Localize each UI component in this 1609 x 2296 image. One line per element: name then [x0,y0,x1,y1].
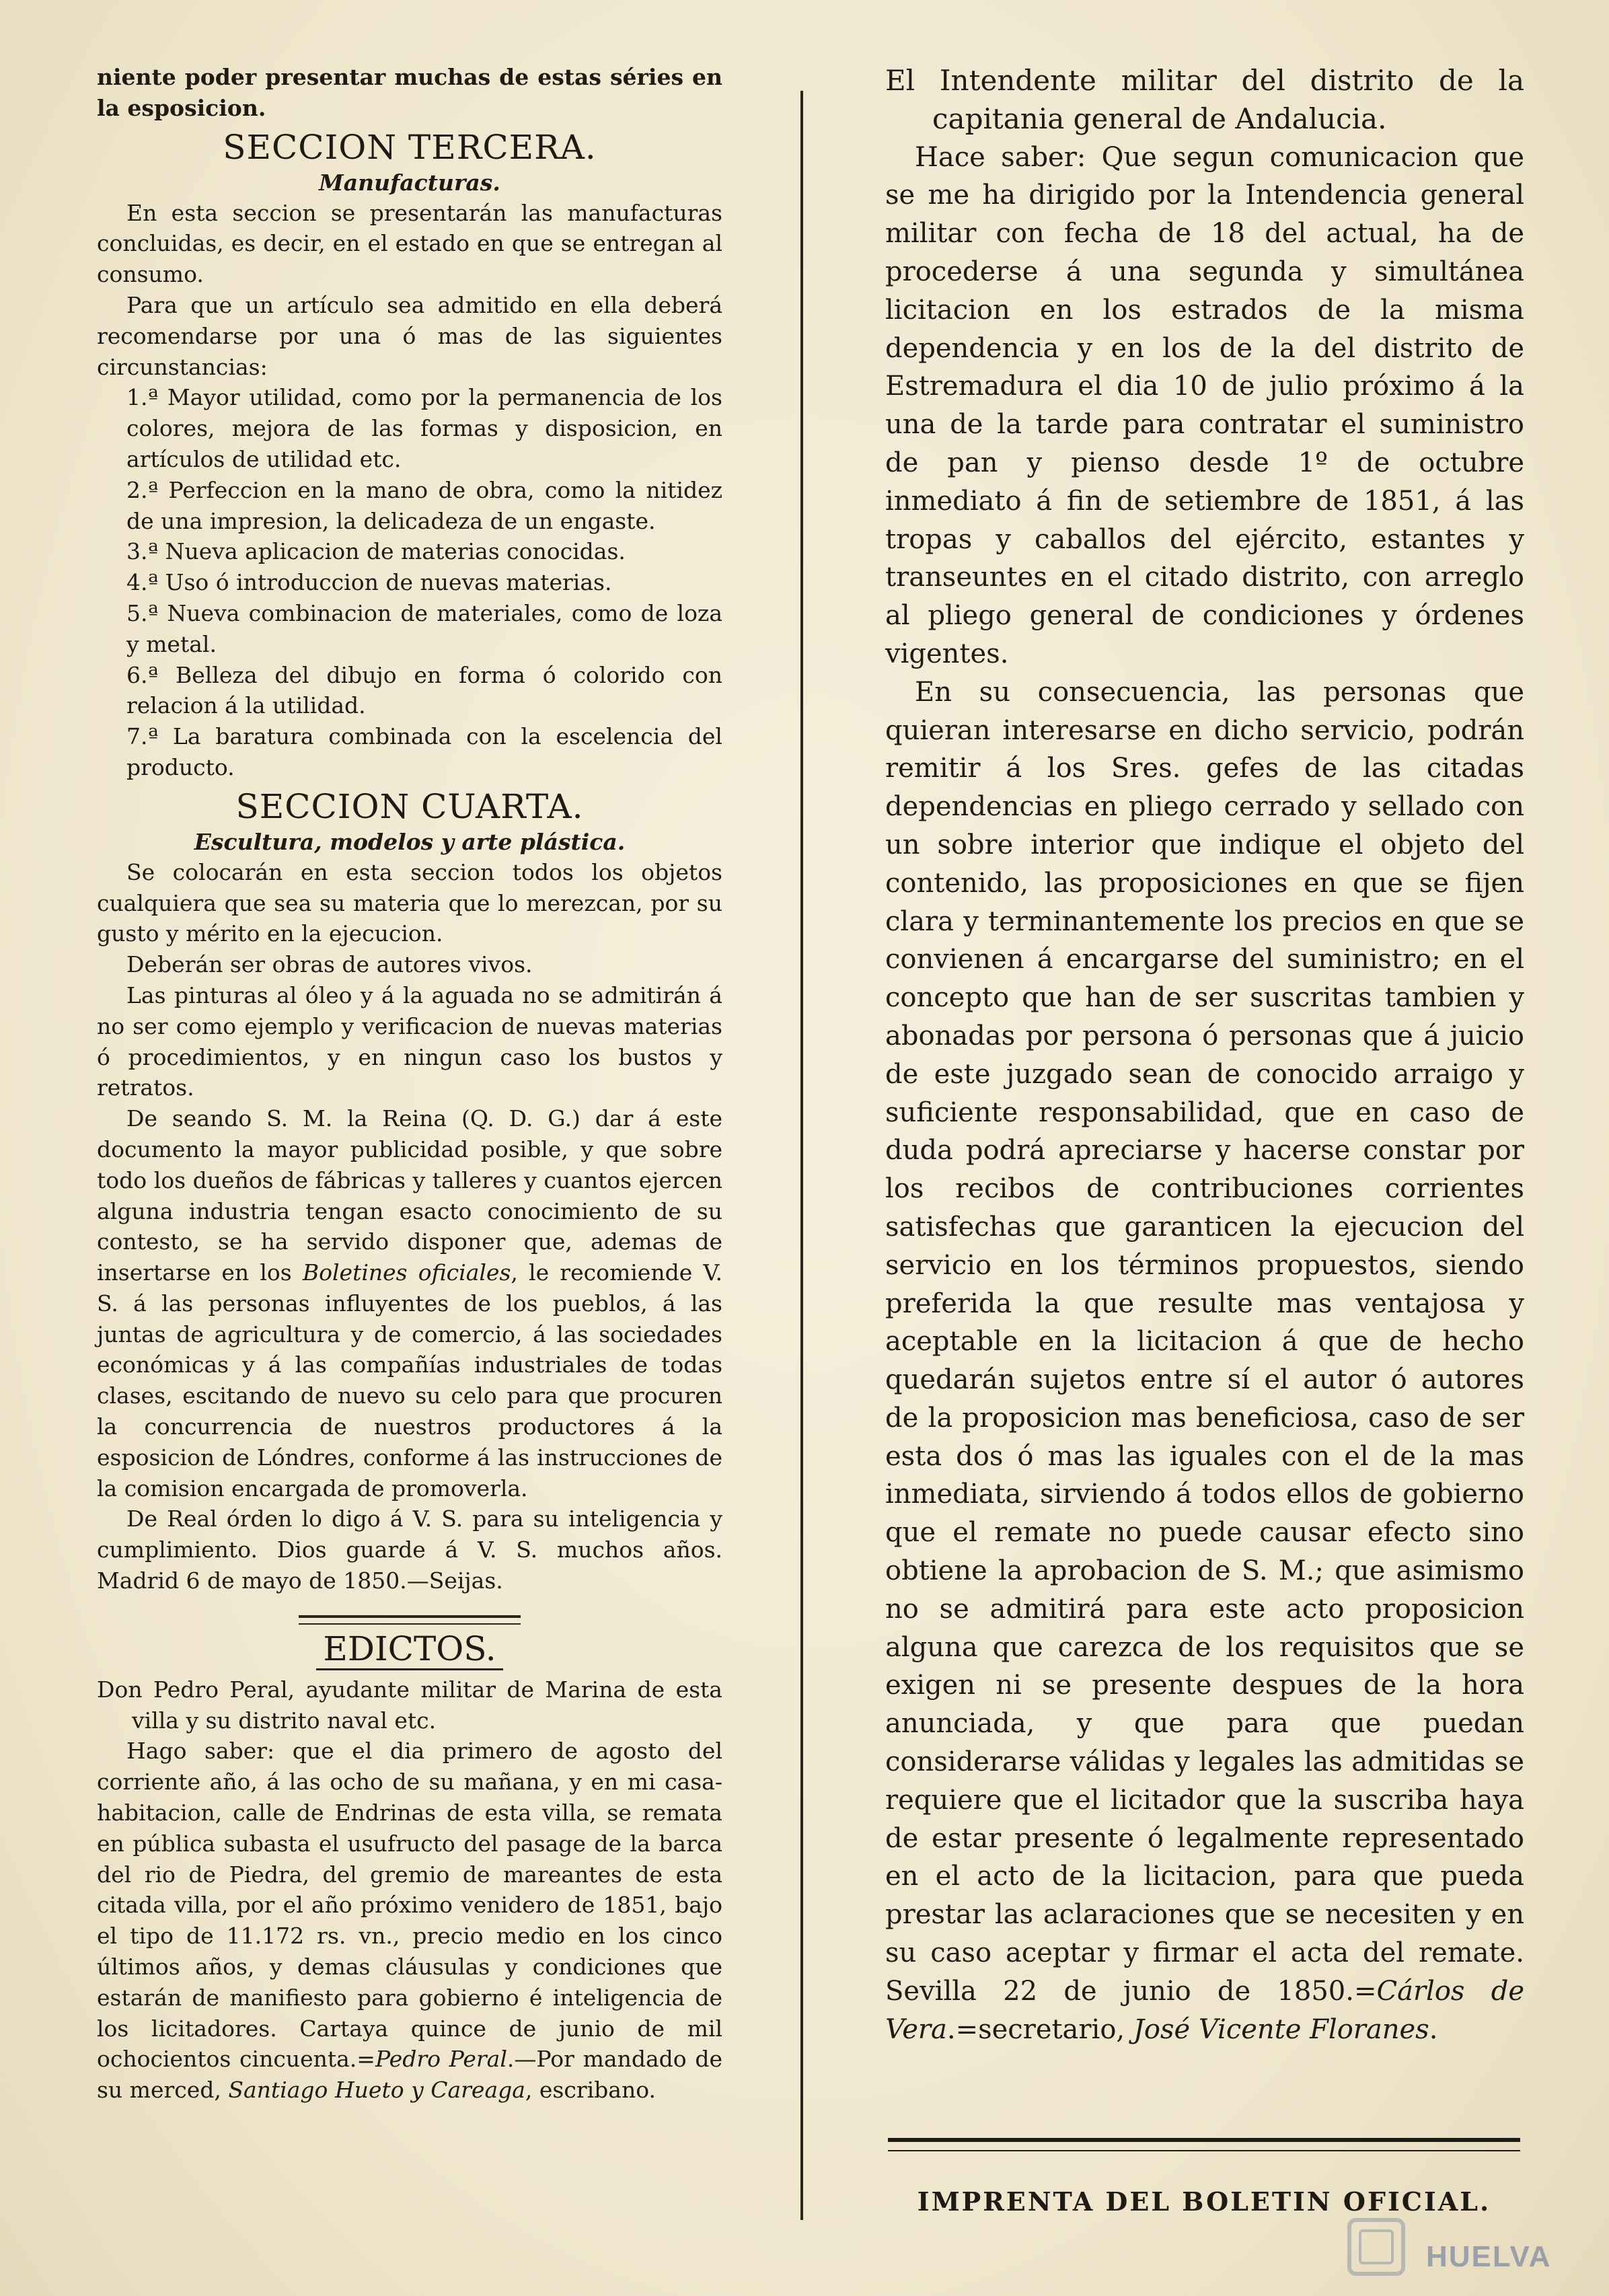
edicto-body [97,1736,722,2106]
section-divider [299,1615,521,1625]
paragraph [97,1103,722,1504]
text-run: Hago saber: que el dia primero de agosto del corriente año, á las ocho de su mañana, y en mi casa-habitacion, calle de Endrinas de esta villa, se remata en pública subasta el usufructo del pasage de la barca del rio de Piedra, del gremio de mareantes de esta citada villa, por el año próximo venidero de 1851, bajo el tipo de 11.172 rs. vn., precio medio en los cinco últimos años, y demas cláusulas y condiciones que estarán de manifiesto para gobierno é inteligencia de los licitadores. Cartaya quince de junio de mil ochocientos cincuenta.= [97,1738,722,2073]
text-run: .=secretario, [946,2013,1133,2045]
edicto-heading: Don Pedro Peral, ayudante militar de Marina de esta villa y su distrito naval etc. [97,1676,722,1734]
watermark-text: HUELVA [1426,2240,1552,2273]
signature: José Vicente Floranes [1133,2013,1429,2045]
seccion-tercera-title: SECCION TERCERA. [223,127,597,167]
column-divider [800,91,803,2220]
text-run: , escribano. [525,2077,657,2104]
paragraph: En esta seccion se presentarán las manufacturas concluidas, es decir, en el estado en que se entregan al consumo. [97,199,722,288]
right-column [885,62,1524,2048]
text-run: En su consecuencia, las personas que quieran interesarse en dicho servicio, podrán remitir á los Sres. gefes de las citadas dependencias en pliego cerrado y sellado con un sobre interior que indique el objeto del contenido, las proposiciones en que se fijen clara y terminantemente los precios en que se convienen á encargarse del suministro; en el concepto que han de ser suscritas tambien y abonadas por persona ó personas que á juicio de este juzgado sean de conocido arraigo y suficiente responsabilidad, que en caso de duda podrá apreciarse y hacerse constar por los recibos de contribuciones corrientes satisfechas que garanticen la ejecucion del servicio en los términos propuestos, siendo preferida la que resulte mas ventajosa y aceptable en la licitacion á que de hecho quedarán sujetos entre sí el autor ó autores de la proposicion mas beneficiosa, caso de ser esta dos ó mas las iguales con el de la mas inmediata, sirviendo á todos ellos de gobierno que el remate no puede causar efecto sino obtiene la aprobacion de S. M.; que asimismo no se admitirá para este acto proposicion alguna que carezca de los requisitos que se exigen ni se presente despues de la hora anunciada, y que para que puedan considerarse válidas y legales las admitidas se requiere que el licitador que la suscriba haya de estar presente ó legalmente representado en el acto de la licitacion, para que pueda prestar las aclaraciones que se necesiten y en su caso aceptar y firmar el acta del remate. Sevilla 22 de junio de 1850.= [885,676,1524,2007]
imprenta-footer: IMPRENTA DEL BOLETIN OFICIAL. [917,2186,1491,2217]
paragraph: Las pinturas al óleo y á la aguada no se admitirán á no ser como ejemplo y verificacion de nuevas materias ó procedimientos, y en ningun caso los bustos y retratos. [97,982,722,1101]
paragraph [885,673,1524,2049]
edictos-title [97,1629,722,1669]
text-run: .—Por mandado de su merced, [97,2046,722,2104]
right-heading: El Intendente militar del distrito de la capitania general de Andalucia. [885,64,1524,135]
paragraph: Se colocarán en esta seccion todos los objetos cualquiera que sea su materia que lo merezcan, por su gusto y mérito en la ejecucion. [97,858,722,947]
list-item: 3.ª Nueva aplicacion de materias conocidas. [126,538,626,565]
paragraph: Para que un artículo sea admitido en ella deberá recomendarse por una ó mas de las siguientes circunstancias: [97,291,722,380]
list-item: 7.ª La baratura combinada con la escelencia del producto. [126,723,722,780]
paragraph: Deberán ser obras de autores vivos. [126,951,533,978]
edictos-title-text: EDICTOS. [316,1629,502,1670]
list-item: 2.ª Perfeccion en la mano de obra, como la nitidez de una impresion, la delicadeza de un engaste. [126,476,722,534]
footer-rule [888,2138,1520,2151]
intro-text: niente poder presentar muchas de estas séries en la esposicion. [97,64,722,121]
left-column [97,62,722,2106]
seccion-cuarta-subtitle: Escultura, modelos y arte plástica. [194,828,626,855]
list-item: 1.ª Mayor utilidad, como por la permanencia de los colores, mejora de las formas y disposicion, en artículos de utilidad etc. [126,384,722,472]
signature: Santiago Hueto y Careaga [228,2077,525,2104]
seccion-tercera-subtitle: Manufacturas. [319,169,500,196]
signature: Cárlos de Vera [885,1975,1524,2045]
signature: Pedro Peral [375,2046,507,2073]
paragraph: Hace saber: Que segun comunicacion que se me ha dirigido por la Intendencia general militar con fecha de 18 del actual, ha de procederse á una segunda y simultánea licitacion en los estrados de la misma dependencia y en los de la del distrito de Estremadura el dia 10 de julio próximo á la una de la tarde para contratar el suministro de pan y pienso desde 1º de octubre inmediato á fin de setiembre de 1851, á las tropas y caballos del ejército, estantes y transeuntes en el citado distrito, con arreglo al pliego general de condiciones y órdenes vigentes. [885,141,1524,669]
text-run: . [1429,2013,1438,2045]
seccion-cuarta-title: SECCION CUARTA. [235,786,584,826]
text-run: De seando S. M. la Reina (Q. D. G.) dar á este documento la mayor publicidad posible, y que sobre todo los dueños de fábricas y talleres y cuantos ejercen alguna industria tengan esacto conocimiento de su contesto, se ha servido disponer que, ademas de insertarse en los [97,1105,722,1286]
list-item: 4.ª Uso ó introduccion de nuevas materias. [126,569,612,596]
list-item: 6.ª Belleza del dibujo en forma ó colorido con relacion á la utilidad. [126,661,722,719]
paragraph: De Real órden lo digo á V. S. para su inteligencia y cumplimiento. Dios guarde á V. S. muchos años. Madrid 6 de mayo de 1850.—Seijas. [97,1506,722,1594]
list-item: 5.ª Nueva combinacion de materiales, como de loza y metal. [126,599,722,657]
text-run-italic: Boletines oficiales [302,1259,511,1286]
text-run: , le recomiende V. S. á las personas influyentes de los pueblos, á las juntas de agricultura y de comercio, á las sociedades económicas y á las compañías industriales de todas clases, escitando de nuevo su celo para que procuren la concurrencia de nuestros productores á la esposicion de Lóndres, conforme á las instrucciones de la comision encargada de promoverla. [97,1259,722,1502]
